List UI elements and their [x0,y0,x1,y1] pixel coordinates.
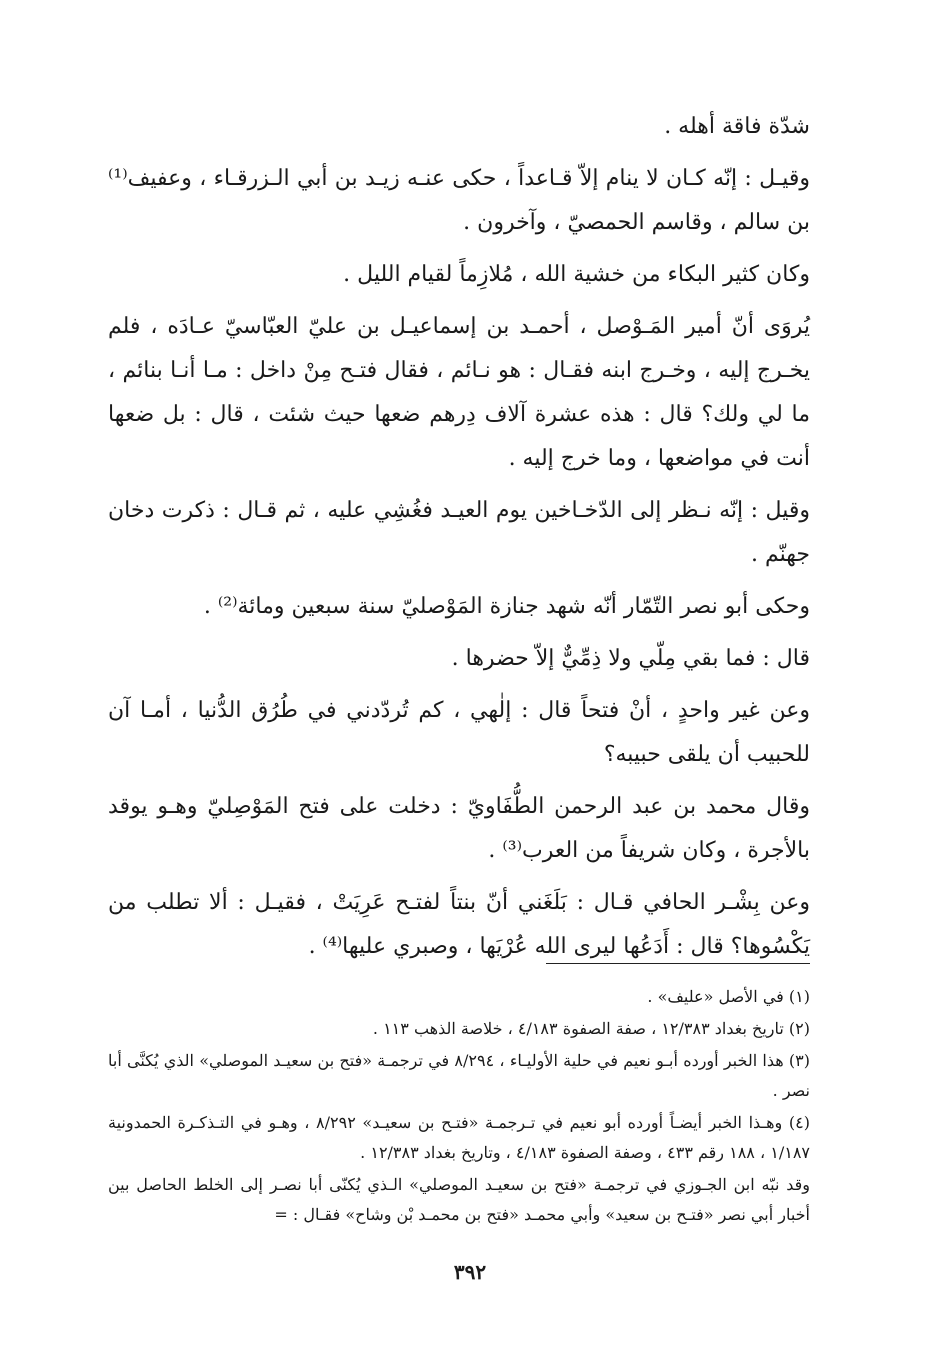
main-text [108,105,810,969]
paragraph: يُروَى أنّ أمير المَـوْصل ، أحمـد بن إسماعيـل بن عليّ العبّاسيّ عـادَه ، فلم يخـرج إليه ، وخـرج ابنه فقـال : هو نـائم ، فقال فتـح مِنْ داخل : مـا أنـا بنائم ، ما لي ولك؟ قال : هذه عشرة آلاف دِرهم ضعها حيث شئت ، قال : بل ضعها أنت في مواضعها ، وما خرج إليه . [108,314,810,471]
paragraph: وقيل : إنّه نـظر إلى الدّخـاخين يوم العيـد فغُشِي عليه ، ثم قـال : ذكرت دخان جهنّم . [108,498,810,567]
paragraph: وعن بِشْـر الحافي قـال : بَلَغَني أنّ بنتاً لفتـح عَرِيَتْ ، فقيـل : ألا تطلب من يَكْسُوها؟ قال : أَدَعُها ليرى الله عُرْيَها ، وصبري عليها⁽⁴⁾ . [108,890,810,959]
paragraph: وقيـل : إنّه كـان لا ينام إلاّ قـاعداً ، حكى عنـه زيـد بن أبي الـزرقـاء ، وعفيف⁽¹⁾ بن سالم ، وقاسم الحمصيّ ، وآخرون . [108,166,810,235]
paragraph: وقال محمد بن عبد الرحمن الطُّفَاويّ : دخلت على فتح المَوْصِليّ وهـو يوقد بالأجرة ، وكان شريفاً من العرب⁽³⁾ . [108,794,810,863]
paragraph: وعن غير واحدٍ ، أنْ فتحاً قال : إلٰهي ، كم تُردّدني في طُرُق الدُّنيا ، أمـا آن للحبيب أن يلقى حبيبه؟ [108,698,810,767]
paragraph: شدّة فاقة أهله . [664,114,810,139]
footnote: وقد نبّه ابن الجـوزي في ترجمـة «فتح بن سعيـد الموصلي» الـذي يُكنّى أبا نصـر إلى الخلط الحاصل بين أخبار أبي نصر «فتـح بن سعيد» وأبي محمـد «فتح بن محمـد بْن وشاح» فقـال : = [108,1175,811,1224]
paragraph: وكان كثير البكاء من خشية الله ، مُلازِماً لقيام الليل . [343,262,810,287]
paragraph: قال : فما بقي مِلّي ولا ذِمِّيٌّ إلاّ حضرها . [451,646,810,671]
footnote: (٣) هذا الخبر أورده أبـو نعيم في حلية الأوليـاء ، ٨/٢٩٤ في ترجمـة «فتح بن سعيـد الموصلي» الذي يُكنَّى أبا نصر . [108,1051,810,1100]
footnotes [108,982,810,1232]
footnote: (٢) تاريخ بغداد ١٢/٣٨٣ ، صفة الصفوة ٤/١٨٣ ، خلاصة الذهب ١١٣ . [372,1019,810,1038]
page-body [108,105,810,977]
footnote: (٤) وهـذا الخبر أيضـاً أورده أبو نعيم في تـرجمـة «فتـح بن سعيـد» ٨/٢٩٢ ، وهـو في التـذكـرة الحمدونية ١/١٨٧ ، ١٨٨ رقم ٤٣٣ ، وصفة الصفوة ٤/١٨٣ ، وتاريخ بغداد ١٢/٣٨٣ . [108,1113,810,1162]
footnote-separator [546,963,810,964]
paragraph: وحكى أبو نصر التّمّار أنّه شهد جنازة المَوْصليّ سنة سبعين ومائة⁽²⁾ . [203,594,810,619]
footnote: (١) في الأصل «عليف» . [647,987,810,1006]
page-number: ٣٩٢ [453,1260,487,1284]
